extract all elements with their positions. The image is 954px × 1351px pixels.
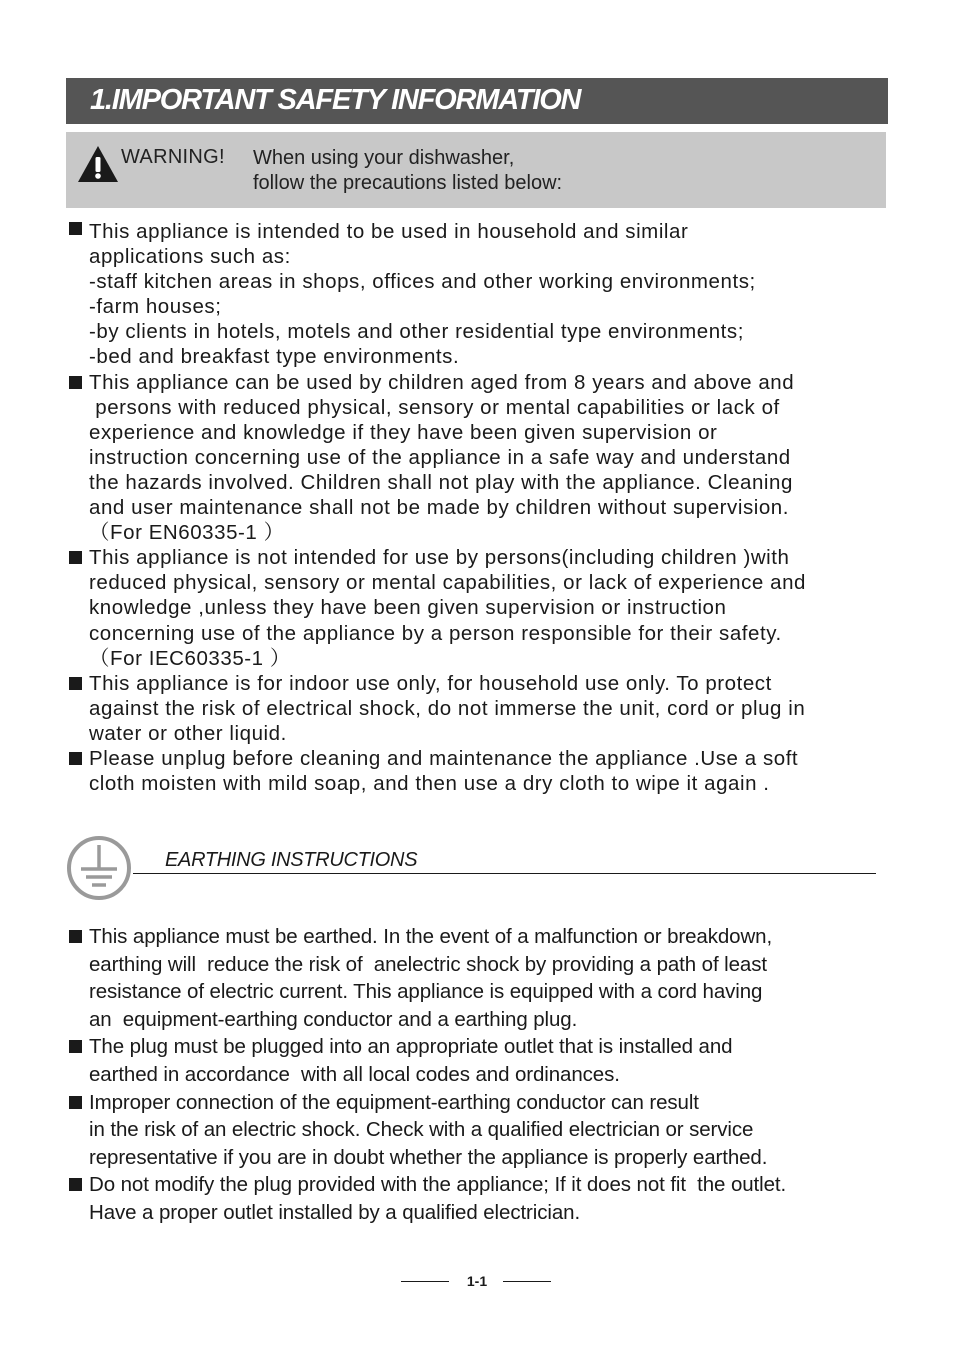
text-line: -staff kitchen areas in shops, offices and other working environments; (89, 270, 756, 294)
standard-reference: （For IEC60335-1 ） (89, 646, 291, 670)
text-line: representative if you are in doubt whether the appliance is properly earthed. (89, 1145, 768, 1169)
text-line: resistance of electric current. This appliance is equipped with a cord having (89, 980, 763, 1004)
list-item (68, 370, 908, 546)
text-line: cloth moisten with mild soap, and then use a dry cloth to wipe it again . (89, 772, 770, 796)
earth-ground-icon (66, 835, 132, 901)
text-line: Do not modify the plug provided with the appliance; If it does not fit the outlet. (89, 1173, 787, 1197)
warning-text-line: When using your dishwasher, (253, 147, 515, 169)
page-footer (0, 1272, 954, 1292)
square-bullet-icon (69, 551, 82, 564)
warning-label: WARNING! (121, 146, 225, 168)
text-line: earthing will reduce the risk of anelectric shock by providing a path of least (89, 952, 767, 976)
list-item (68, 923, 908, 1033)
text-line: -bed and breakfast type environments. (89, 345, 460, 369)
square-bullet-icon (69, 1178, 82, 1191)
text-line: -farm houses; (89, 295, 222, 319)
text-line: against the risk of electrical shock, do not immerse the unit, cord or plug in (89, 696, 806, 720)
safety-precautions-list (68, 219, 908, 796)
square-bullet-icon (69, 752, 82, 765)
divider (503, 1281, 551, 1282)
text-line: The plug must be plugged into an appropriate outlet that is installed and (89, 1035, 733, 1059)
square-bullet-icon (69, 1040, 82, 1053)
list-item (68, 545, 908, 670)
text-line: knowledge ,unless they have been given supervision or instruction (89, 596, 727, 620)
text-line: This appliance is intended to be used in household and similar (89, 220, 689, 243)
text-line: This appliance must be earthed. In the event of a malfunction or breakdown, (89, 925, 773, 948)
section-title: 1.IMPORTANT SAFETY INFORMATION (90, 84, 581, 116)
list-item (68, 746, 908, 796)
standard-reference: （For EN60335-1 ） (89, 521, 285, 545)
section-title-bar (66, 78, 888, 124)
square-bullet-icon (69, 930, 82, 943)
list-item (68, 671, 908, 746)
page-number: 1-1 (466, 1273, 488, 1289)
list-item (68, 1033, 908, 1088)
text-line: concerning use of the appliance by a person responsible for their safety. (89, 621, 782, 645)
text-line: earthed in accordance with all local codes and ordinances. (89, 1062, 620, 1086)
square-bullet-icon (69, 222, 82, 235)
text-line: Improper connection of the equipment-earthing conductor can result (89, 1090, 699, 1114)
text-line: water or other liquid. (89, 721, 287, 745)
square-bullet-icon (69, 376, 82, 389)
warning-box (66, 132, 886, 208)
earthing-instructions-list (68, 923, 908, 1227)
text-line: This appliance is for indoor use only, for household use only. To protect (89, 671, 772, 695)
text-line: This appliance is not intended for use by persons(including children )with (89, 546, 790, 570)
divider (133, 873, 876, 874)
text-line: experience and knowledge if they have been given supervision or (89, 420, 718, 444)
text-line: Have a proper outlet installed by a qualified electrician. (89, 1200, 581, 1224)
text-line: an equipment-earthing conductor and a earthing plug. (89, 1007, 578, 1031)
text-line: the hazards involved. Children shall not play with the appliance. Cleaning (89, 470, 793, 494)
text-line: reduced physical, sensory or mental capabilities, or lack of experience and (89, 571, 806, 595)
divider (401, 1281, 449, 1282)
text-line: This appliance can be used by children aged from 8 years and above and (89, 370, 795, 394)
text-line: -by clients in hotels, motels and other residential type environments; (89, 320, 744, 344)
text-line: persons with reduced physical, sensory or mental capabilities or lack of (89, 395, 780, 419)
earthing-section-title: EARTHING INSTRUCTIONS (165, 849, 418, 871)
square-bullet-icon (69, 1096, 82, 1109)
text-line: applications such as: (89, 245, 291, 269)
text-line: instruction concerning use of the appliance in a safe way and understand (89, 445, 791, 469)
warning-triangle-icon (76, 144, 120, 184)
list-item (68, 219, 908, 370)
square-bullet-icon (69, 677, 82, 690)
text-line: Please unplug before cleaning and maintenance the appliance .Use a soft (89, 746, 799, 770)
list-item (68, 1171, 908, 1226)
text-line: and user maintenance shall not be made by children without supervision. (89, 496, 789, 520)
warning-text-line: follow the precautions listed below: (253, 172, 563, 194)
text-line: in the risk of an electric shock. Check with a qualified electrician or service (89, 1118, 754, 1142)
list-item (68, 1089, 908, 1172)
